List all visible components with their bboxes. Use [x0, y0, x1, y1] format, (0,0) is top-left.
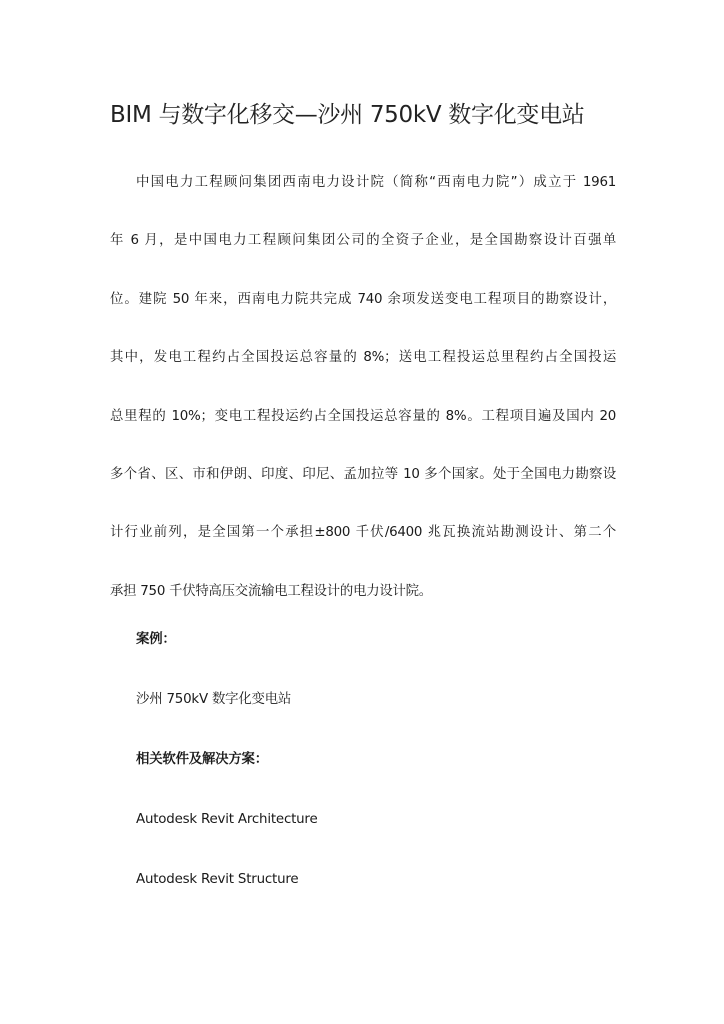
paragraph-line: 承担 750 千伏特高压交流输电工程设计的电力设计院。: [110, 583, 432, 599]
intro-paragraph: [110, 166, 616, 633]
document-title: BIM 与数字化移交—沙州 750kV 数字化变电站: [110, 102, 585, 128]
paragraph-line: 年 6 月，是中国电力工程顾问集团公司的全资子企业，是全国勘察设计百强单: [110, 233, 616, 249]
paragraph-line: 总里程的 10%；变电工程投运约占全国投运总容量的 8%。工程项目遍及国内 20: [110, 408, 616, 424]
software-item: Autodesk Revit Architecture: [136, 812, 318, 827]
paragraph-line: 中国电力工程顾问集团西南电力设计院（简称“西南电力院”）成立于 1961: [136, 175, 616, 190]
case-label: 案例：: [136, 632, 176, 647]
paragraph-line: 计行业前列，是全国第一个承担±800 千伏/6400 兆瓦换流站勘测设计、第二个: [110, 525, 616, 541]
software-item: Autodesk Revit Structure: [136, 872, 299, 887]
case-name: 沙州 750kV 数字化变电站: [136, 692, 292, 707]
paragraph-line: 多个省、区、市和伊朗、印度、印尼、孟加拉等 10 多个国家。处于全国电力勘察设: [110, 466, 616, 482]
paragraph-line: 其中，发电工程约占全国投运总容量的 8%；送电工程投运总里程约占全国投运: [110, 350, 616, 366]
paragraph-line: 位。建院 50 年来，西南电力院共完成 740 余项发送变电工程项目的勘察设计，: [110, 291, 616, 307]
software-label: 相关软件及解决方案：: [136, 752, 268, 767]
